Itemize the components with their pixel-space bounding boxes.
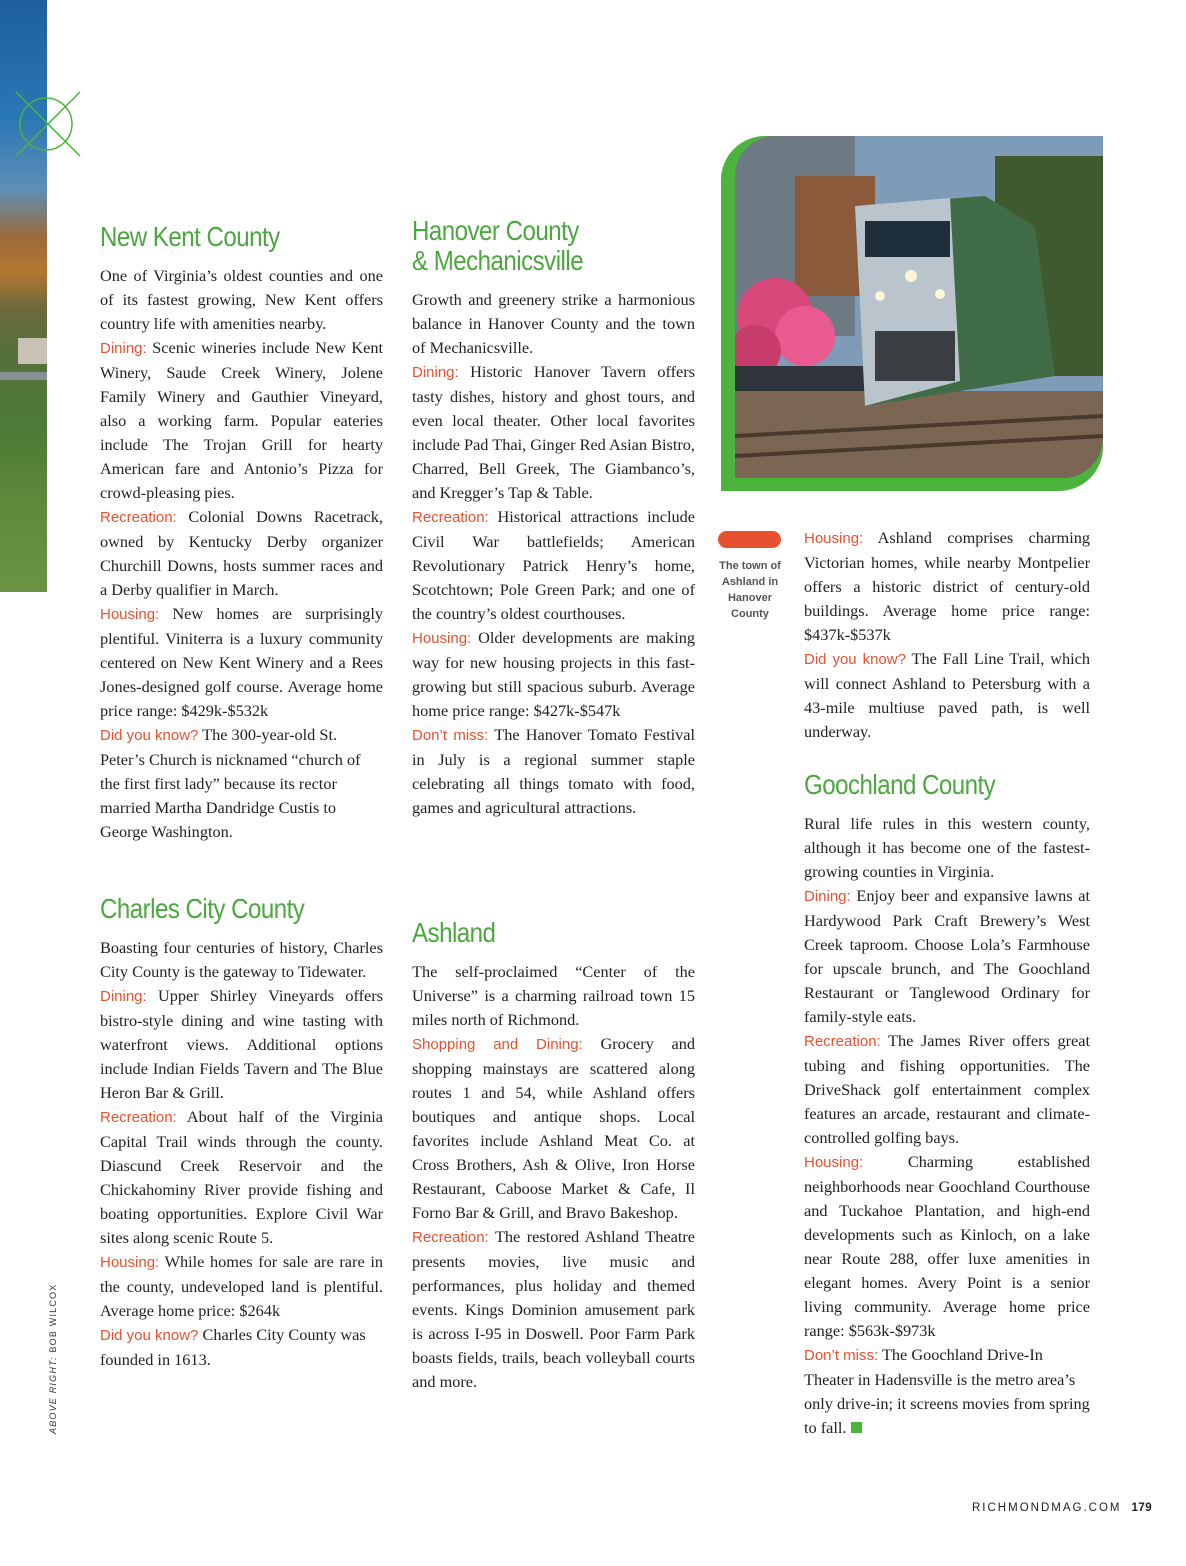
item-recreation bbox=[100, 1105, 383, 1250]
section-intro: One of Virginia’s oldest counties and one of its fastest growing, New Kent offers country life with amenities nearby. bbox=[100, 266, 383, 333]
section-intro: Rural life rules in this western county, although it has become one of the fastest-growing counties in Virginia. bbox=[804, 814, 1090, 881]
caption-bar bbox=[718, 531, 781, 548]
item-text: The Hanover Tomato Festival in July is a regional summer staple celebrating all things tomato with food, games and agricultural attractions. bbox=[412, 725, 696, 817]
item-label: Recreation: bbox=[804, 1033, 881, 1050]
item-housing bbox=[804, 1150, 1090, 1343]
item-recreation bbox=[100, 505, 383, 602]
item-text: The James River offers great tubing and fishing opportunities. The DriveShack golf entertainment complex features an arcade, restaurant and climate-controlled golfing bays. bbox=[804, 1031, 1090, 1147]
section-title: New Kent County bbox=[100, 221, 280, 252]
item-label: Housing: bbox=[412, 630, 472, 647]
item-label: Did you know? bbox=[100, 1327, 199, 1344]
left-edge-photo bbox=[0, 0, 47, 592]
road-strip bbox=[0, 372, 47, 380]
section-title: Goochland County bbox=[804, 769, 996, 800]
item-dining bbox=[100, 984, 383, 1105]
item-did-you-know bbox=[100, 723, 383, 844]
section-title-line2: & Mechanicsville bbox=[412, 245, 584, 276]
item-label: Dining: bbox=[100, 340, 147, 357]
credit-name: BOB WILCOX bbox=[48, 1283, 58, 1353]
item-label: Dining: bbox=[100, 988, 147, 1005]
section-ashland-continued bbox=[804, 526, 1090, 744]
item-label: Housing: bbox=[804, 530, 864, 547]
item-text: Colonial Downs Racetrack, owned by Kentucky Derby organizer Churchill Downs, hosts summer races and a Derby qualifier in March. bbox=[100, 507, 383, 599]
circle-x-icon bbox=[14, 90, 82, 158]
item-text: New homes are surprisingly plentiful. Viniterra is a luxury community centered on New Kent Winery and a Rees Jones-designed golf course. Average home price range: $429k-$532k bbox=[100, 604, 383, 720]
item-text: Grocery and shopping mainstays are scattered along routes 1 and 54, while Ashland offers boutiques and antique shops. Local favorites include Ashland Meat Co. at Cross Brothers, Ash & Olive, Iron Horse Restaurant, Caboose Market & Cafe, Il Forno Bar & Grill, and Bravo Bakeshop. bbox=[412, 1034, 695, 1222]
item-label: Dining: bbox=[412, 364, 459, 381]
item-label: Did you know? bbox=[100, 727, 199, 744]
section-new-kent bbox=[100, 222, 383, 844]
item-did-you-know bbox=[804, 647, 1090, 744]
item-label: Did you know? bbox=[804, 651, 906, 668]
item-housing bbox=[412, 626, 695, 723]
item-recreation bbox=[412, 505, 695, 626]
item-housing bbox=[100, 602, 383, 723]
item-text: Upper Shirley Vineyards offers bistro-style dining and wine tasting with waterfront views. Additional options include Indian Fields Tavern and The Blue Heron Bar & Grill. bbox=[100, 986, 383, 1102]
section-title: Ashland bbox=[412, 917, 496, 948]
item-shopping-dining bbox=[412, 1032, 695, 1225]
item-text: The Fall Line Trail, which will connect Ashland to Petersburg with a 43-mile multiuse paved path, is well underway. bbox=[804, 649, 1091, 741]
item-text: The restored Ashland Theatre presents movies, live music and performances, plus holiday and themed events. Kings Dominion amusement park is across I-95 in Doswell. Poor Farm Park boasts fields, trails, beach volleyball courts and more. bbox=[412, 1227, 695, 1391]
item-text: Ashland comprises charming Victorian homes, while nearby Montpelier offers a historic district of century-old buildings. Average home price range: $437k-$537k bbox=[804, 528, 1091, 644]
section-ashland bbox=[412, 918, 695, 1394]
item-label: Shopping and Dining: bbox=[412, 1036, 583, 1053]
item-label: Housing: bbox=[804, 1154, 864, 1171]
footer-site: RICHMONDMAG.COM bbox=[972, 1502, 1122, 1514]
section-title: Charles City County bbox=[100, 893, 305, 924]
item-label: Don’t miss: bbox=[804, 1347, 879, 1364]
section-intro: The self-proclaimed “Center of the Universe” is a charming railroad town 15 miles north of Richmond. bbox=[412, 962, 695, 1029]
item-dont-miss bbox=[412, 723, 695, 820]
item-dining bbox=[804, 884, 1090, 1029]
photo-caption: The town of Ashland in Hanover County bbox=[719, 560, 781, 620]
item-recreation bbox=[804, 1029, 1090, 1150]
building-roof bbox=[18, 338, 47, 364]
section-goochland bbox=[804, 770, 1090, 1440]
item-did-you-know bbox=[100, 1323, 383, 1372]
item-label: Recreation: bbox=[412, 509, 489, 526]
page-number: 179 bbox=[1131, 1502, 1153, 1514]
item-housing bbox=[804, 526, 1090, 647]
item-label: Recreation: bbox=[412, 1229, 489, 1246]
page-footer bbox=[972, 1502, 1152, 1514]
item-housing bbox=[100, 1250, 383, 1323]
credit-label: ABOVE RIGHT: bbox=[48, 1356, 58, 1434]
item-text: Older developments are making way for new housing projects in this fast-growing but still spacious suburb. Average home price range: $427k-$547k bbox=[412, 628, 696, 720]
section-hanover bbox=[412, 216, 695, 820]
item-dining bbox=[100, 336, 383, 505]
item-text: The 300-year-old St. Peter’s Church is nicknamed “church of the first first lady” because its rector married Martha Dandridge Custis to George Washington. bbox=[100, 725, 361, 841]
item-text: About half of the Virginia Capital Trail winds through the county. Diascund Creek Reservoir and the Chickahominy River provide fishing and boating opportunities. Explore Civil War sites along scenic Route 5. bbox=[100, 1107, 383, 1247]
item-label: Don’t miss: bbox=[412, 727, 489, 744]
item-text: Charming established neighborhoods near Goochland Courthouse and Tuckahoe Plantation, and high-end developments such as Kinloch, on a lake near Route 288, offer luxe amenities in elegant homes. Avery Point is a senior living community. Average home price range: $563k-$973k bbox=[804, 1152, 1090, 1340]
section-title-line1: Hanover County bbox=[412, 215, 579, 246]
section-intro: Growth and greenery strike a harmonious balance in Hanover County and the town of Mechanicsville. bbox=[412, 290, 695, 357]
train-illustration bbox=[735, 136, 1103, 478]
item-text: Scenic wineries include New Kent Winery, Saude Creek Winery, Jolene Family Winery and Gauthier Vineyard, also a working farm. Popular eateries include The Trojan Grill for hearty American fare and Antonio’s Pizza for crowd-pleasing pies. bbox=[100, 338, 383, 502]
item-dont-miss bbox=[804, 1343, 1090, 1440]
item-text: Historic Hanover Tavern offers tasty dishes, history and ghost tours, and even local theater. Other local favorites include Pad Thai, Ginger Red Asian Bistro, Charred, Bell Greek, The Giambanco’s, and Kregger’s Tap & Table. bbox=[412, 362, 695, 502]
train-photo bbox=[735, 136, 1103, 478]
photo-credit bbox=[48, 1284, 58, 1434]
item-dining bbox=[412, 360, 695, 505]
section-intro: Boasting four centuries of history, Charles City County is the gateway to Tidewater. bbox=[100, 938, 383, 981]
item-label: Recreation: bbox=[100, 509, 177, 526]
item-text: While homes for sale are rare in the county, undeveloped land is plentiful. Average home price: $264k bbox=[100, 1252, 383, 1320]
item-text: Charles City County was founded in 1613. bbox=[100, 1325, 366, 1369]
item-label: Recreation: bbox=[100, 1109, 177, 1126]
item-text: Enjoy beer and expansive lawns at Hardywood Park Craft Brewery’s West Creek taproom. Choose Lola’s Farmhouse for upscale brunch, and The Goochland Restaurant or Tanglewood Ordinary for family-style eats. bbox=[804, 886, 1090, 1026]
item-label: Dining: bbox=[804, 888, 851, 905]
section-charles-city bbox=[100, 894, 383, 1372]
item-text: Historical attractions include Civil War battlefields; American Revolutionary Patrick Henry’s home, Scotchtown; Pole Green Park; and one of the country’s oldest courthouses. bbox=[412, 507, 695, 623]
item-label: Housing: bbox=[100, 1254, 160, 1271]
train-photo-frame bbox=[721, 136, 1103, 491]
item-label: Housing: bbox=[100, 606, 160, 623]
item-text: The Goochland Drive-In Theater in Hadensville is the metro area’s only drive-in; it screens movies from spring to fall. bbox=[804, 1345, 1090, 1437]
end-mark-icon bbox=[851, 1422, 862, 1433]
item-recreation bbox=[412, 1225, 695, 1394]
